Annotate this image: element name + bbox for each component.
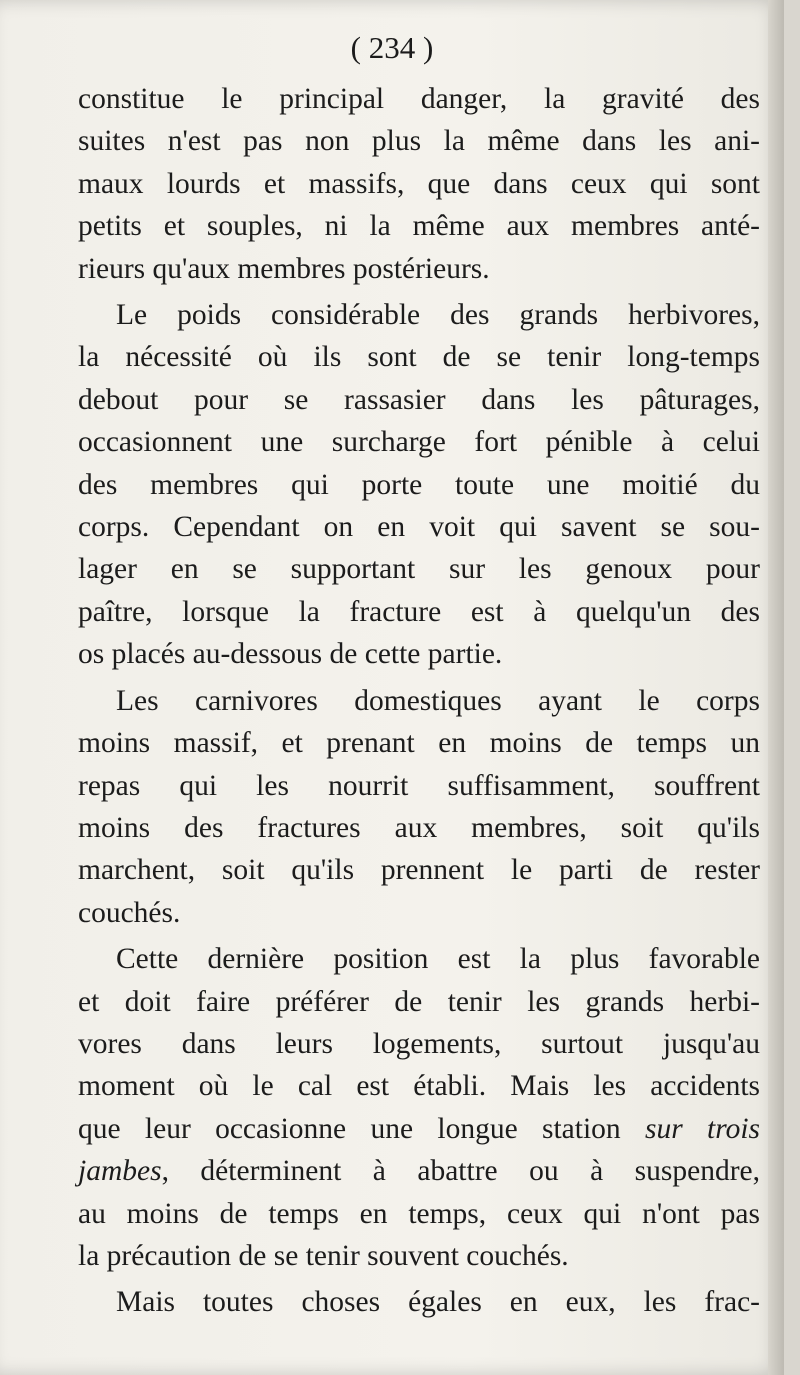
text-line: constitue le principal danger, la gravité des	[78, 83, 760, 115]
text-line: au moins de temps en temps, ceux qui n'ont pas	[78, 1197, 760, 1230]
text-line: moins des fractures aux membres, soit qu'ils	[78, 811, 760, 844]
page-number: ( 234 )	[350, 30, 434, 65]
text-line: vores dans leurs logements, surtout jusqu'au	[78, 1027, 760, 1060]
text-line: moins massif, et prenant en moins de temps un	[78, 727, 760, 760]
text-line: Le poids considérable des grands herbivores,	[116, 299, 760, 332]
text-line: Mais toutes choses égales en eux, les frac-	[116, 1286, 760, 1319]
text-line: Cette dernière position est la plus favorable	[116, 943, 760, 976]
text-line: suites n'est pas non plus la même dans les ani-	[78, 125, 760, 158]
text-line: lager en se supportant sur les genoux pour	[78, 553, 760, 586]
paragraph-2	[78, 294, 760, 676]
text-line: paître, lorsque la fracture est à quelqu'un des	[78, 595, 760, 628]
text-line: marchent, soit qu'ils prennent le parti de rester	[78, 854, 760, 887]
italic-text: sur trois	[644, 1112, 761, 1145]
text-segment: , déterminent à abattre ou à suspendre,	[161, 1155, 760, 1188]
text-line: debout pour se rassasier dans les pâturages,	[78, 383, 760, 416]
text-segment: que leur occasionne une longue station	[78, 1112, 645, 1145]
text-line: la précaution de se tenir souvent couchés.	[78, 1239, 569, 1272]
text-line: os placés au-dessous de cette partie.	[78, 638, 503, 671]
text-line: petits et souples, ni la même aux membres anté-	[78, 210, 760, 243]
text-line: occasionnent une surcharge fort pénible à celui	[78, 426, 760, 459]
body-text	[78, 78, 760, 1328]
paragraph-5	[78, 1281, 760, 1323]
text-line: la nécessité où ils sont de se tenir long-temps	[78, 341, 760, 374]
text-line: moment où le cal est établi. Mais les accidents	[78, 1070, 760, 1103]
text-line: rieurs qu'aux membres postérieurs.	[78, 252, 490, 285]
paragraph-3	[78, 680, 760, 934]
text-line: corps. Cependant on en voit qui savent se sou-	[78, 511, 760, 544]
text-line: repas qui les nourrit suffisamment, souffrent	[78, 769, 760, 802]
text-line: et doit faire préférer de tenir les grands herbi-	[78, 985, 760, 1018]
text-line: Les carnivores domestiques ayant le corps	[116, 684, 760, 717]
paragraph-1	[78, 78, 760, 290]
text-line: des membres qui porte toute une moitié du	[78, 468, 760, 501]
paragraph-4	[78, 938, 760, 1277]
text-line: couchés.	[78, 896, 181, 929]
page-edge-shadow	[768, 0, 784, 1375]
text-line-with-italic	[78, 1108, 760, 1150]
text-line: maux lourds et massifs, que dans ceux qui sont	[78, 167, 760, 200]
text-line	[78, 1150, 760, 1192]
italic-text: jambes	[78, 1155, 162, 1188]
